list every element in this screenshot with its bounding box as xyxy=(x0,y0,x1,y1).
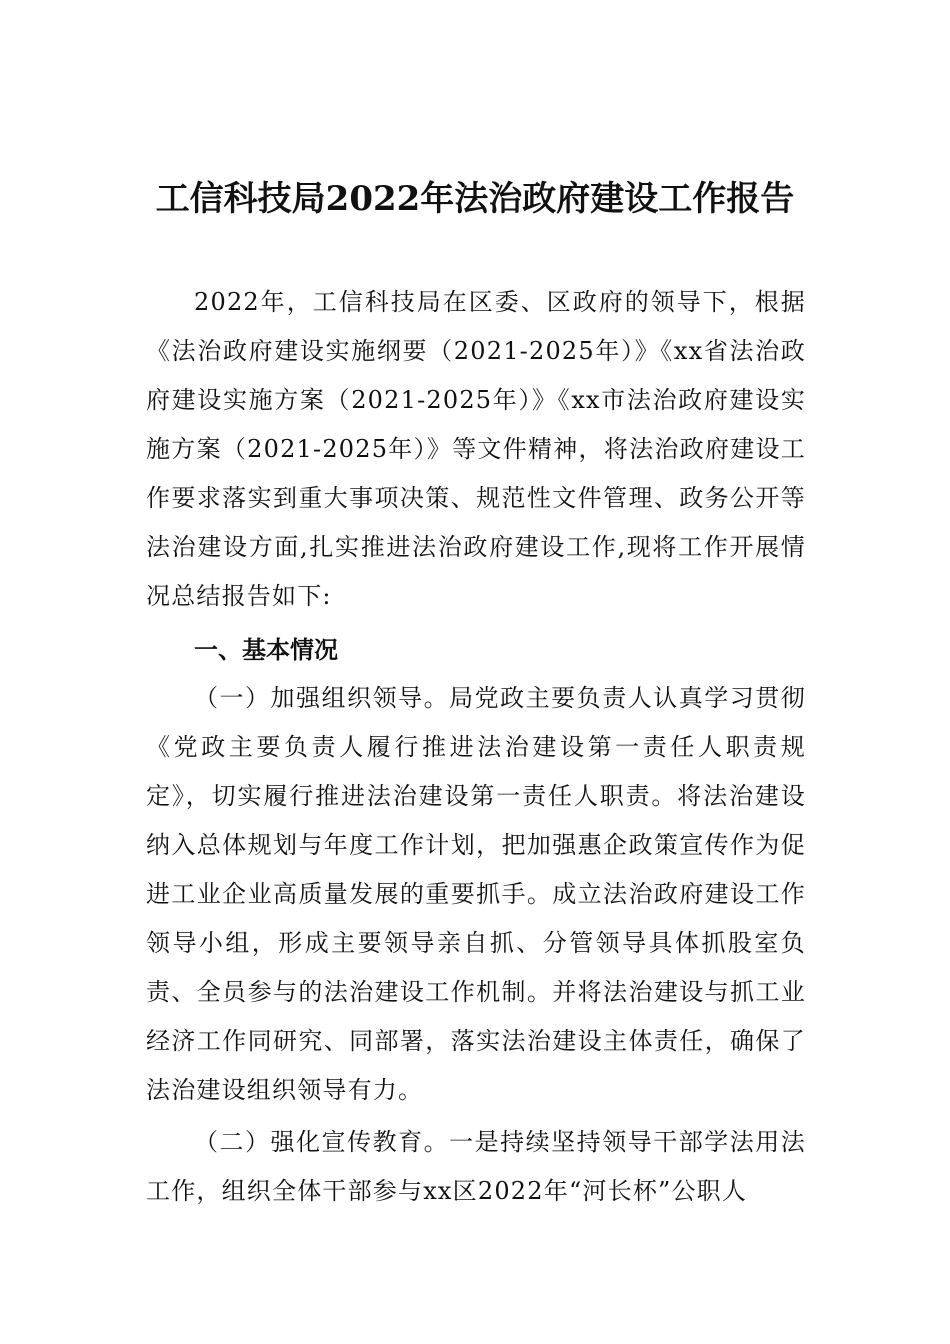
paragraph-publicity-education: （二）强化宣传教育。一是持续坚持领导干部学法用法工作，组织全体干部参与xx区2022年“河长杯”公职人 xyxy=(146,1128,806,1205)
intro-paragraph: 2022年，工信科技局在区委、区政府的领导下，根据《法治政府建设实施纲要（2021-2025年）》《xx省法治政府建设实施方案（2021-2025年）》《xx市法治政府建设实施方案（2021-2025年）》等文件精神，将法治政府建设工作要求落实到重大事项决策、规范性文件管理、政务公开等法治建设方面,扎实推进法治政府建设工作,现将工作开展情况总结报告如下: xyxy=(146,288,806,610)
document-title: 工信科技局2022年法治政府建设工作报告 xyxy=(155,179,795,219)
section-heading-basic: 一、基本情况 xyxy=(194,636,338,664)
paragraph-organization-leadership: （一）加强组织领导。局党政主要负责人认真学习贯彻《党政主要负责人履行推进法治建设第一责任人职责规定》，切实履行推进法治建设第一责任人职责。将法治建设纳入总体规划与年度工作计划，把加强惠企政策宣传作为促进工业企业高质量发展的重要抓手。成立法治政府建设工作领导小组，形成主要领导亲自抓、分管领导具体抓股室负责、全员参与的法治建设工作机制。并将法治建设与抓工业经济工作同研究、同部署，落实法治建设主体责任，确保了法治建设组织领导有力。 xyxy=(146,684,806,1104)
